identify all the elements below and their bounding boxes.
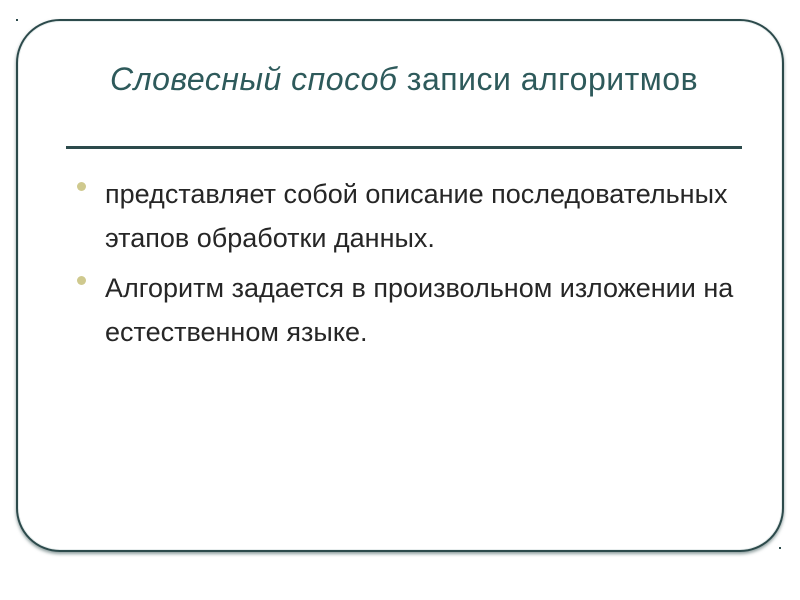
slide-title-rest: записи алгоритмов (397, 61, 699, 97)
bullet-dot-icon (77, 276, 86, 285)
corner-dot-icon (779, 547, 781, 549)
bullet-dot-icon (77, 182, 86, 191)
corner-dot-icon (16, 19, 18, 21)
bullet-item (74, 172, 734, 260)
bullet-list (74, 172, 734, 360)
bullet-item (74, 266, 734, 354)
bullet-text: Алгоритм задается в произвольном изложении на естественном языке. (105, 273, 734, 347)
title-underline (66, 146, 742, 149)
bullet-text: представляет собой описание последовательных этапов обработки данных. (105, 179, 728, 253)
slide-title (64, 58, 744, 100)
slide-title-italic: Словесный способ (109, 61, 398, 97)
